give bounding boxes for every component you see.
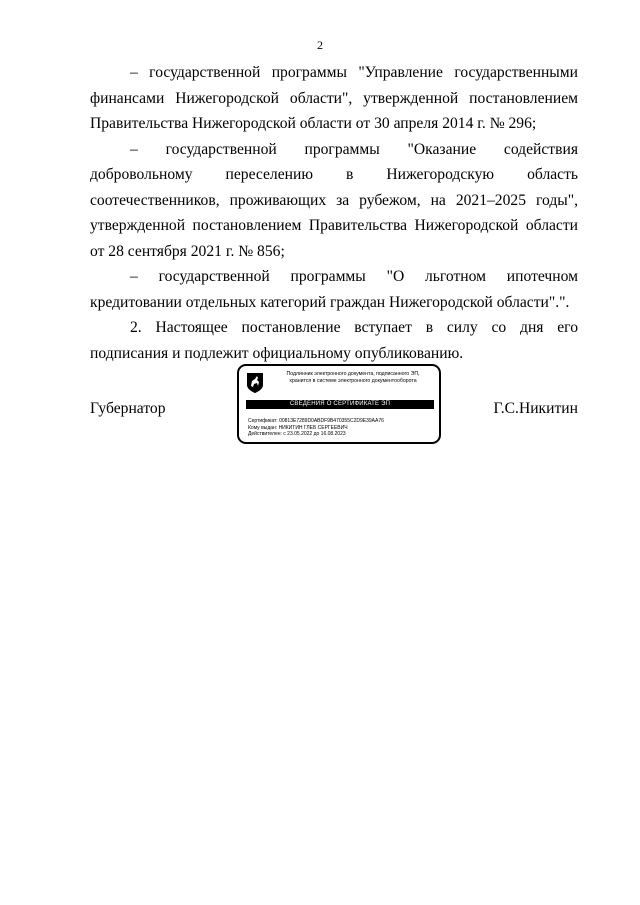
electronic-signature-stamp xyxy=(237,364,441,444)
signatory-name: Г.С.Никитин xyxy=(493,400,578,417)
stamp-header-line: хранится в системе электронного документооборота xyxy=(289,378,417,384)
coat-of-arms-icon xyxy=(246,372,264,394)
paragraph-program-mortgage: – государственной программы "О льготном ипотечном кредитовании отдельных категорий граждан Нижегородской области".". xyxy=(90,268,578,311)
stamp-header-line: Подлинник электронного документа, подписанного ЭП, xyxy=(286,371,420,377)
certificate-owner: Кому выдан: НИКИТИН ГЛЕБ СЕРГЕЕВИЧ xyxy=(248,424,348,431)
page-number: 2 xyxy=(317,38,323,52)
signatory-title: Губернатор xyxy=(90,400,166,417)
paragraph-effective-date: 2. Настоящее постановление вступает в силу со дня его подписания и подлежит официальному опубликованию. xyxy=(90,319,578,362)
paragraph-program-resettlement: – государственной программы "Оказание содействия добровольному переселению в Нижегородскую область соотечественников, проживающих за рубежом, на 2021–2025 годы", утвержденной постановлением Правительства Нижегородской области от 28 сентября 2021 г. № 856; xyxy=(90,140,578,260)
certificate-info-bar: СВЕДЕНИЯ О СЕРТИФИКАТЕ ЭП xyxy=(246,400,434,409)
paragraph-program-finances: – государственной программы "Управление государственными финансами Нижегородской области", утвержденной постановлением Правительства Нижегородской области от 30 апреля 2014 г. № 296; xyxy=(90,64,578,132)
certificate-validity: Действителен: с 23.05.2022 до 16.08.2023 xyxy=(248,431,346,438)
certificate-number: Сертификат: 00813E7289D0ABDF9B470355C2D9E39AA76 xyxy=(248,418,384,424)
document-body xyxy=(90,60,578,366)
certificate-details xyxy=(248,418,384,438)
stamp-header xyxy=(269,371,437,385)
